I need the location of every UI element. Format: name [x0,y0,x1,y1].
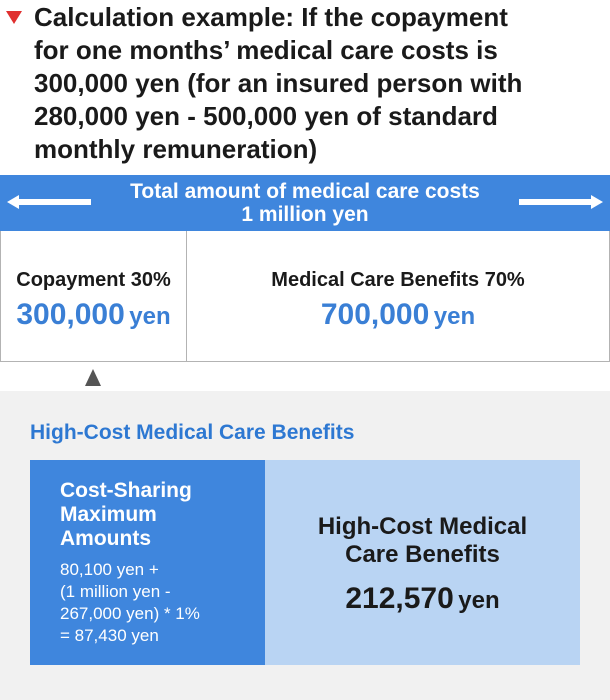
cost-sharing-title-line-3: Amounts [60,527,151,550]
copayment-unit: yen [129,303,171,330]
cost-sharing-title-line-1: Cost-Sharing [60,479,192,502]
benefits-amount [187,298,609,332]
formula-line-4: = 87,430 yen [60,626,159,645]
red-triangle-down-icon [6,11,22,24]
triangle-up-icon [85,369,101,386]
high-cost-panel [0,391,610,700]
heading-line-1: Calculation example: If the copayment [34,2,508,32]
cost-sharing-title-line-2: Maximum [60,503,157,526]
formula-line-3: 267,000 yen) * 1% [60,604,200,623]
high-cost-benefit-amount [265,582,580,616]
benefits-cell [187,268,609,332]
cost-sharing-box [30,460,265,665]
high-cost-benefit-title-line-1: High-Cost Medical [317,513,528,540]
formula-line-1: 80,100 yen + [60,560,159,579]
high-cost-benefit-title [265,513,580,569]
copayment-value: 300,000 [16,298,125,331]
heading-line-4: 280,000 yen - 500,000 yen of standard [34,101,498,131]
heading-line-3: 300,000 yen (for an insured person with [34,68,523,98]
copayment-amount [1,298,186,332]
high-cost-benefit-unit: yen [458,587,500,614]
heading-line-5: monthly remuneration) [34,134,318,164]
benefits-value: 700,000 [320,298,430,331]
cost-sharing-formula [60,559,260,647]
banner-line-2: 1 million yen [241,203,369,226]
cost-sharing-title [60,479,260,551]
high-cost-benefit-title-line-2: Care Benefits [345,541,500,568]
total-cost-banner [0,175,610,231]
cost-split-box [0,231,610,362]
high-cost-benefit-value: 212,570 [345,582,454,615]
formula-line-2: (1 million yen - [60,582,171,601]
high-cost-benefit-box [265,460,580,665]
copayment-label: Copayment 30% [16,269,171,291]
copayment-cell [1,268,186,332]
benefits-unit: yen [433,303,476,330]
heading-line-2: for one months’ medical care costs is [34,35,498,65]
banner-line-1: Total amount of medical care costs [130,180,480,203]
benefits-label: Medical Care Benefits 70% [271,269,525,291]
double-arrow-right-icon [519,195,603,209]
panel-title: High-Cost Medical Care Benefits [30,421,355,444]
